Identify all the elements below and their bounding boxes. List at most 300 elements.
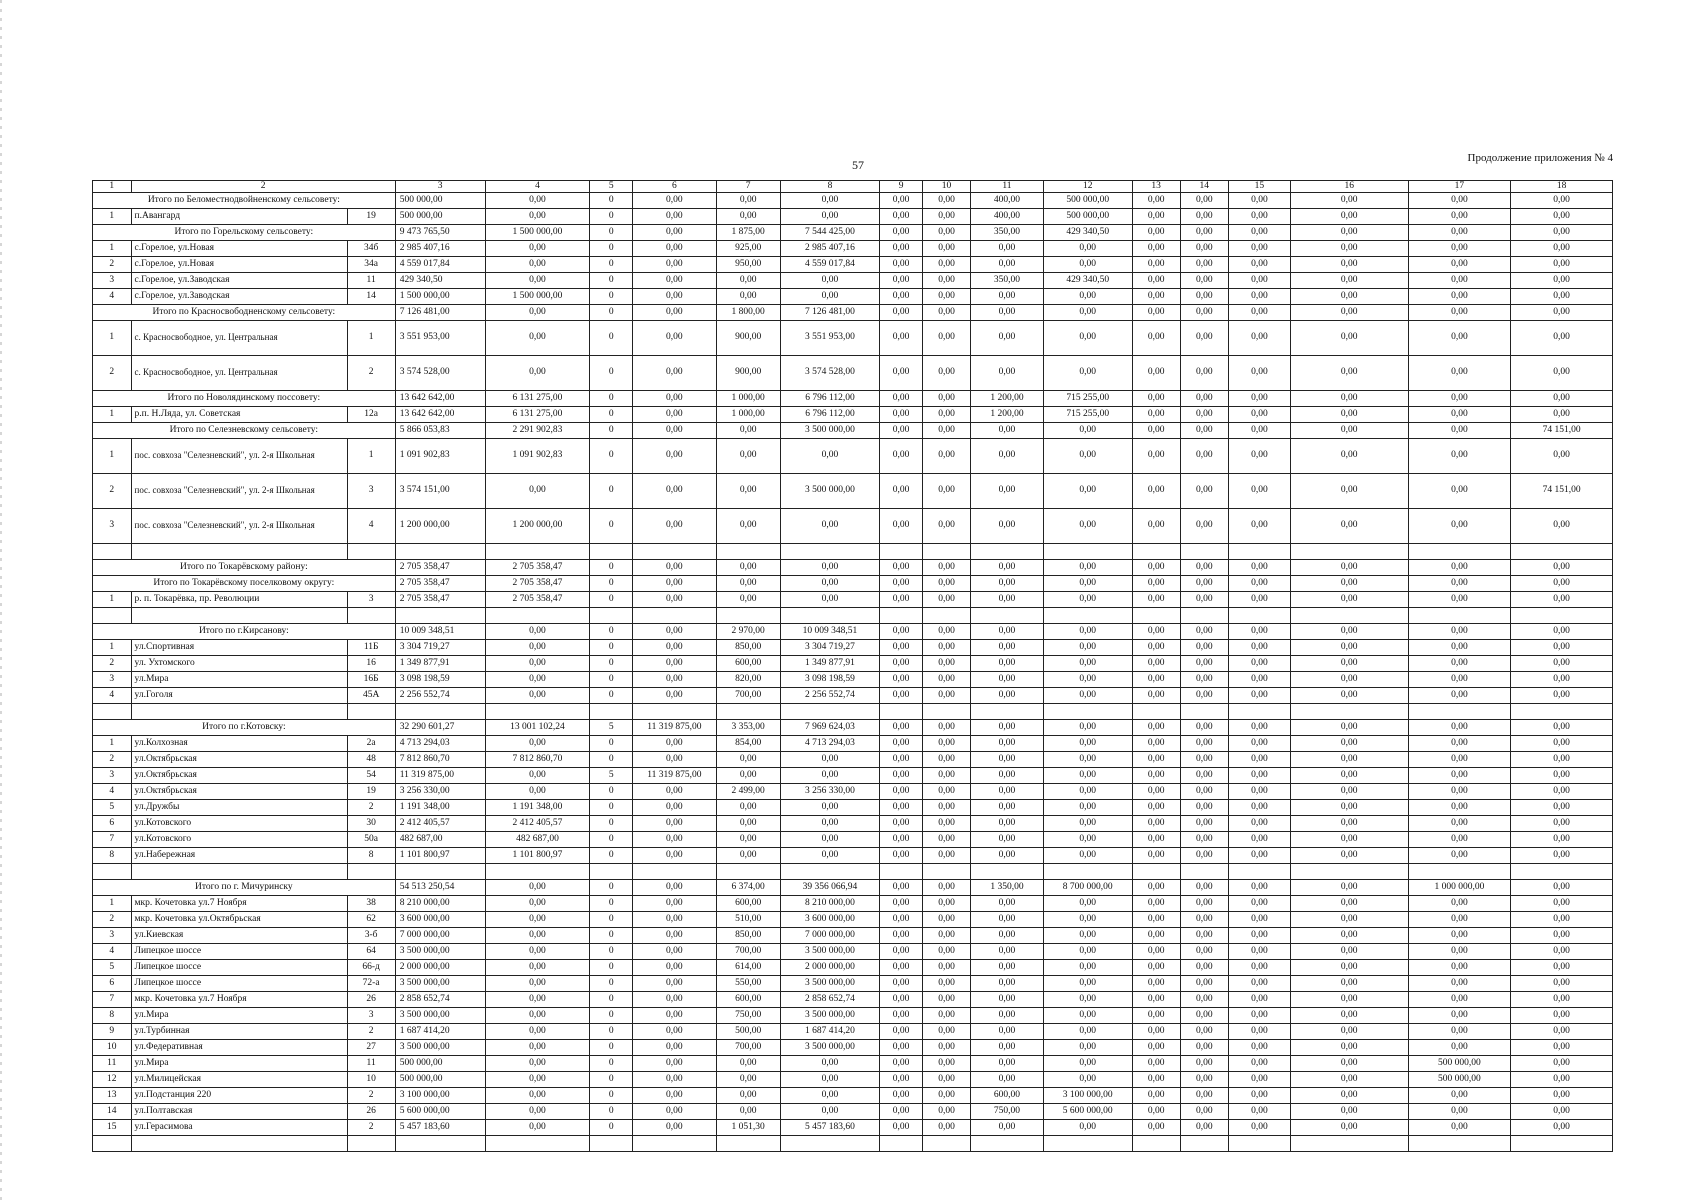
value-cell: 0,00 [1228,688,1290,704]
table-row [93,944,1613,960]
value-cell: 0,00 [1132,656,1180,672]
value-cell: 0,00 [780,816,879,832]
empty-cell [93,704,132,720]
house-number: 10 [347,1072,395,1088]
value-cell: 0,00 [1290,928,1408,944]
value-cell: 0,00 [1180,784,1228,800]
value-cell: 1 350,00 [971,880,1044,896]
value-cell: 2 985 407,16 [395,241,485,257]
value-cell: 3 304 719,27 [780,640,879,656]
value-cell: 0,00 [880,356,923,391]
row-number: 7 [93,832,132,848]
value-cell: 0,00 [716,800,780,816]
value-cell: 0,00 [485,1088,590,1104]
value-cell: 0,00 [971,257,1044,273]
value-cell: 13 642 642,00 [395,391,485,407]
value-cell: 0,00 [1290,736,1408,752]
value-cell: 3 098 198,59 [395,672,485,688]
empty-cell [347,1136,395,1152]
empty-cell [1228,544,1290,560]
row-number: 1 [93,241,132,257]
value-cell: 0,00 [633,736,716,752]
value-cell: 0,00 [1132,816,1180,832]
value-cell: 0,00 [1228,960,1290,976]
row-number: 2 [93,474,132,509]
value-cell: 0,00 [1043,736,1132,752]
value-cell: 0,00 [1290,656,1408,672]
row-number: 2 [93,257,132,273]
value-cell: 0,00 [880,225,923,241]
row-number: 4 [93,688,132,704]
value-cell: 0,00 [1511,257,1613,273]
address-cell: ул.Киевская [131,928,347,944]
empty-cell [922,608,970,624]
value-cell: 4 713 294,03 [780,736,879,752]
value-cell: 0,00 [1228,816,1290,832]
value-cell: 0,00 [880,944,923,960]
value-cell: 0,00 [1180,257,1228,273]
value-cell: 0,00 [1228,305,1290,321]
value-cell: 0,00 [1180,928,1228,944]
value-cell: 0,00 [1511,784,1613,800]
row-number: 2 [93,656,132,672]
table-row [93,992,1613,1008]
value-cell: 0,00 [485,1024,590,1040]
value-cell: 0,00 [1180,1104,1228,1120]
value-cell: 0,00 [1408,912,1511,928]
value-cell: 0,00 [1180,944,1228,960]
value-cell: 0,00 [1228,912,1290,928]
value-cell: 0,00 [1228,1040,1290,1056]
address-cell: ул.Октябрьская [131,784,347,800]
row-number: 5 [93,960,132,976]
value-cell: 0 [590,736,633,752]
value-cell: 0 [590,289,633,305]
value-cell: 0,00 [1132,305,1180,321]
value-cell: 0,00 [780,576,879,592]
value-cell: 0,00 [1043,509,1132,544]
empty-cell [395,608,485,624]
value-cell: 925,00 [716,241,780,257]
value-cell: 3 574 528,00 [395,356,485,391]
table-row [93,800,1613,816]
value-cell: 4 559 017,84 [395,257,485,273]
value-cell: 0,00 [971,289,1044,305]
value-cell: 0,00 [1511,688,1613,704]
value-cell: 0,00 [1511,1024,1613,1040]
table-row [93,768,1613,784]
value-cell: 0,00 [716,560,780,576]
blank-row [93,1136,1613,1152]
value-cell: 3 600 000,00 [395,912,485,928]
value-cell: 0,00 [1043,992,1132,1008]
table-row [93,688,1613,704]
value-cell: 0,00 [1180,832,1228,848]
value-cell: 1 200,00 [971,407,1044,423]
empty-cell [633,544,716,560]
value-cell: 0,00 [1408,992,1511,1008]
value-cell: 0,00 [1180,209,1228,225]
value-cell: 0,00 [1180,960,1228,976]
value-cell: 0,00 [485,209,590,225]
value-cell: 0,00 [633,800,716,816]
address-cell: ул.Турбинная [131,1024,347,1040]
row-number: 4 [93,289,132,305]
value-cell: 0,00 [1180,880,1228,896]
address-cell: ул.Котовского [131,832,347,848]
value-cell: 0,00 [1228,720,1290,736]
value-cell: 0,00 [716,1088,780,1104]
value-cell: 0,00 [880,423,923,439]
value-cell: 0,00 [780,800,879,816]
address-cell: Липецкое шоссе [131,944,347,960]
value-cell: 0,00 [922,321,970,356]
address-cell: пос. совхоза "Селезневский", ул. 2-я Школьная [131,474,347,509]
empty-cell [395,544,485,560]
empty-cell [1043,864,1132,880]
value-cell: 500 000,00 [1408,1072,1511,1088]
value-cell: 0,00 [922,800,970,816]
empty-cell [780,864,879,880]
value-cell: 0,00 [1228,1104,1290,1120]
value-cell: 0,00 [716,509,780,544]
house-number: 19 [347,209,395,225]
subtotal-row [93,423,1613,439]
value-cell: 0,00 [1228,896,1290,912]
value-cell: 0,00 [1228,624,1290,640]
value-cell: 0 [590,688,633,704]
value-cell: 0,00 [1132,273,1180,289]
value-cell: 0 [590,592,633,608]
value-cell: 2 412 405,57 [395,816,485,832]
value-cell: 0,00 [633,209,716,225]
value-cell: 0,00 [1180,816,1228,832]
subtotal-label: Итого по Токарёвскому району: [93,560,396,576]
value-cell: 0,00 [1132,832,1180,848]
value-cell: 0,00 [1132,848,1180,864]
value-cell: 0,00 [880,912,923,928]
value-cell: 0 [590,640,633,656]
value-cell: 0,00 [716,592,780,608]
value-cell: 0,00 [1180,1120,1228,1136]
value-cell: 0,00 [633,560,716,576]
value-cell: 0,00 [633,960,716,976]
empty-cell [1132,704,1180,720]
value-cell: 0,00 [1180,407,1228,423]
row-number: 1 [93,407,132,423]
value-cell: 0,00 [971,423,1044,439]
value-cell: 0,00 [1043,640,1132,656]
value-cell: 1 101 800,97 [395,848,485,864]
value-cell: 0,00 [1132,672,1180,688]
empty-cell [590,864,633,880]
value-cell: 0,00 [780,289,879,305]
value-cell: 0,00 [922,439,970,474]
table-row [93,912,1613,928]
empty-cell [1043,1136,1132,1152]
value-cell: 0,00 [485,1104,590,1120]
value-cell: 5 866 053,83 [395,423,485,439]
value-cell: 2 985 407,16 [780,241,879,257]
value-cell: 0,00 [880,1040,923,1056]
value-cell: 0,00 [922,624,970,640]
value-cell: 4 713 294,03 [395,736,485,752]
scan-edge [0,0,2,1200]
value-cell: 0,00 [971,672,1044,688]
value-cell: 0,00 [1408,768,1511,784]
value-cell: 0,00 [1290,896,1408,912]
value-cell: 0,00 [716,1104,780,1120]
subtotal-label: Итого по Токарёвскому поселковому округу: [93,576,396,592]
value-cell: 0,00 [1511,816,1613,832]
value-cell: 0,00 [1043,816,1132,832]
value-cell: 0,00 [633,896,716,912]
value-cell: 0,00 [880,1008,923,1024]
value-cell: 4 559 017,84 [780,257,879,273]
value-cell: 0,00 [1043,848,1132,864]
empty-cell [485,864,590,880]
value-cell: 0,00 [880,784,923,800]
value-cell: 0,00 [1043,1040,1132,1056]
value-cell: 0,00 [780,273,879,289]
value-cell: 0,00 [1043,1120,1132,1136]
address-cell: п.Авангард [131,209,347,225]
value-cell: 0,00 [633,928,716,944]
empty-cell [347,704,395,720]
value-cell: 0,00 [485,672,590,688]
subtotal-label: Итого по Горельскому сельсовету: [93,225,396,241]
value-cell: 2 705 358,47 [485,560,590,576]
house-number: 62 [347,912,395,928]
value-cell: 0,00 [485,640,590,656]
address-cell: мкр. Кочетовка ул.7 Ноября [131,896,347,912]
value-cell: 1 000,00 [716,391,780,407]
value-cell: 0,00 [780,832,879,848]
value-cell: 0,00 [971,944,1044,960]
column-number: 12 [1043,181,1132,193]
value-cell: 0,00 [922,1024,970,1040]
value-cell: 0,00 [880,257,923,273]
empty-cell [1180,1136,1228,1152]
empty-cell [780,544,879,560]
value-cell: 0,00 [485,1120,590,1136]
subtotal-label: Итого по Красносвободненскому сельсовету: [93,305,396,321]
value-cell: 0,00 [880,848,923,864]
value-cell: 0,00 [922,407,970,423]
row-number: 1 [93,592,132,608]
value-cell: 0,00 [922,992,970,1008]
value-cell: 0,00 [1228,225,1290,241]
value-cell: 0,00 [485,474,590,509]
value-cell: 0,00 [1132,992,1180,1008]
value-cell: 0,00 [1180,225,1228,241]
empty-cell [1408,544,1511,560]
value-cell: 0 [590,273,633,289]
value-cell: 0,00 [971,976,1044,992]
value-cell: 0,00 [1043,439,1132,474]
value-cell: 0,00 [485,257,590,273]
empty-cell [1511,704,1613,720]
value-cell: 0,00 [880,960,923,976]
empty-cell [1180,704,1228,720]
empty-cell [1043,608,1132,624]
value-cell: 0,00 [716,439,780,474]
value-cell: 3 500 000,00 [780,1008,879,1024]
value-cell: 0,00 [1408,944,1511,960]
value-cell: 0,00 [1180,992,1228,1008]
value-cell: 0 [590,1056,633,1072]
subtotal-label: Итого по Селезневскому сельсовету: [93,423,396,439]
row-number: 8 [93,848,132,864]
table-row [93,960,1613,976]
value-cell: 0,00 [880,688,923,704]
value-cell: 0,00 [1228,1088,1290,1104]
subtotal-label: Итого по Беломестнодвойненскому сельсовету: [93,193,396,209]
value-cell: 0,00 [1511,225,1613,241]
value-cell: 0,00 [780,848,879,864]
value-cell: 2 705 358,47 [485,592,590,608]
value-cell: 0 [590,257,633,273]
empty-cell [1511,864,1613,880]
value-cell: 1 051,30 [716,1120,780,1136]
table-row [93,273,1613,289]
value-cell: 0,00 [1180,1008,1228,1024]
value-cell: 0,00 [1228,289,1290,305]
value-cell: 0,00 [1408,391,1511,407]
column-number: 18 [1511,181,1613,193]
value-cell: 0,00 [633,257,716,273]
value-cell: 0,00 [633,1104,716,1120]
value-cell: 0,00 [716,1072,780,1088]
row-number: 12 [93,1072,132,1088]
house-number: 3 [347,1008,395,1024]
value-cell: 0,00 [716,423,780,439]
house-number: 12а [347,407,395,423]
value-cell: 0,00 [922,209,970,225]
value-cell: 0,00 [1511,305,1613,321]
value-cell: 0,00 [971,928,1044,944]
value-cell: 0,00 [1180,439,1228,474]
value-cell: 0,00 [633,305,716,321]
value-cell: 900,00 [716,321,780,356]
value-cell: 2 970,00 [716,624,780,640]
value-cell: 0 [590,225,633,241]
empty-cell [1228,1136,1290,1152]
value-cell: 0,00 [880,391,923,407]
empty-cell [1290,704,1408,720]
value-cell: 0,00 [1228,928,1290,944]
value-cell: 0,00 [1132,241,1180,257]
value-cell: 3 600 000,00 [780,912,879,928]
value-cell: 0,00 [1180,672,1228,688]
value-cell: 0 [590,1040,633,1056]
value-cell: 0,00 [1180,509,1228,544]
value-cell: 6 131 275,00 [485,391,590,407]
value-cell: 7 126 481,00 [780,305,879,321]
value-cell: 0,00 [1511,976,1613,992]
value-cell: 0,00 [1290,1056,1408,1072]
house-number: 34а [347,257,395,273]
value-cell: 0,00 [1511,800,1613,816]
column-number-row [93,181,1613,193]
value-cell: 0,00 [1132,960,1180,976]
value-cell: 0,00 [922,832,970,848]
value-cell: 1 000 000,00 [1408,880,1511,896]
value-cell: 500 000,00 [395,1072,485,1088]
value-cell: 0,00 [1228,257,1290,273]
value-cell: 0,00 [1043,800,1132,816]
empty-cell [716,544,780,560]
value-cell: 0,00 [1043,720,1132,736]
value-cell: 0,00 [633,672,716,688]
value-cell: 500 000,00 [1043,193,1132,209]
value-cell: 8 210 000,00 [780,896,879,912]
value-cell: 0,00 [1180,423,1228,439]
value-cell: 6 796 112,00 [780,407,879,423]
value-cell: 0,00 [716,768,780,784]
column-number: 6 [633,181,716,193]
value-cell: 0,00 [1408,289,1511,305]
table-row [93,209,1613,225]
value-cell: 0,00 [633,1120,716,1136]
value-cell: 0,00 [780,592,879,608]
value-cell: 0,00 [922,976,970,992]
value-cell: 482 687,00 [395,832,485,848]
address-cell: с. Красносвободное, ул. Центральная [131,356,347,391]
value-cell: 0,00 [1511,992,1613,1008]
value-cell: 600,00 [971,1088,1044,1104]
value-cell: 0,00 [880,720,923,736]
value-cell: 0,00 [633,1056,716,1072]
value-cell: 0,00 [485,356,590,391]
value-cell: 0,00 [971,592,1044,608]
value-cell: 0,00 [485,321,590,356]
value-cell: 0,00 [922,784,970,800]
value-cell: 0,00 [1043,1024,1132,1040]
row-number: 3 [93,509,132,544]
value-cell: 0,00 [1408,257,1511,273]
value-cell: 0 [590,1088,633,1104]
column-number: 7 [716,181,780,193]
value-cell: 2 705 358,47 [395,592,485,608]
value-cell: 0,00 [633,193,716,209]
value-cell: 0,00 [633,912,716,928]
table-body [93,181,1613,1152]
value-cell: 0,00 [880,768,923,784]
value-cell: 0,00 [1290,391,1408,407]
value-cell: 0,00 [633,241,716,257]
value-cell: 0,00 [971,768,1044,784]
value-cell: 510,00 [716,912,780,928]
empty-cell [780,704,879,720]
value-cell: 0,00 [922,736,970,752]
value-cell: 0,00 [880,289,923,305]
value-cell: 0,00 [922,816,970,832]
value-cell: 0,00 [971,832,1044,848]
value-cell: 0,00 [633,832,716,848]
value-cell: 0,00 [1132,944,1180,960]
empty-cell [922,704,970,720]
value-cell: 0,00 [633,592,716,608]
house-number: 11 [347,273,395,289]
value-cell: 0,00 [1132,640,1180,656]
empty-cell [93,1136,132,1152]
row-number: 3 [93,928,132,944]
value-cell: 0 [590,1024,633,1040]
subtotal-row [93,624,1613,640]
value-cell: 0,00 [485,912,590,928]
table-row [93,752,1613,768]
